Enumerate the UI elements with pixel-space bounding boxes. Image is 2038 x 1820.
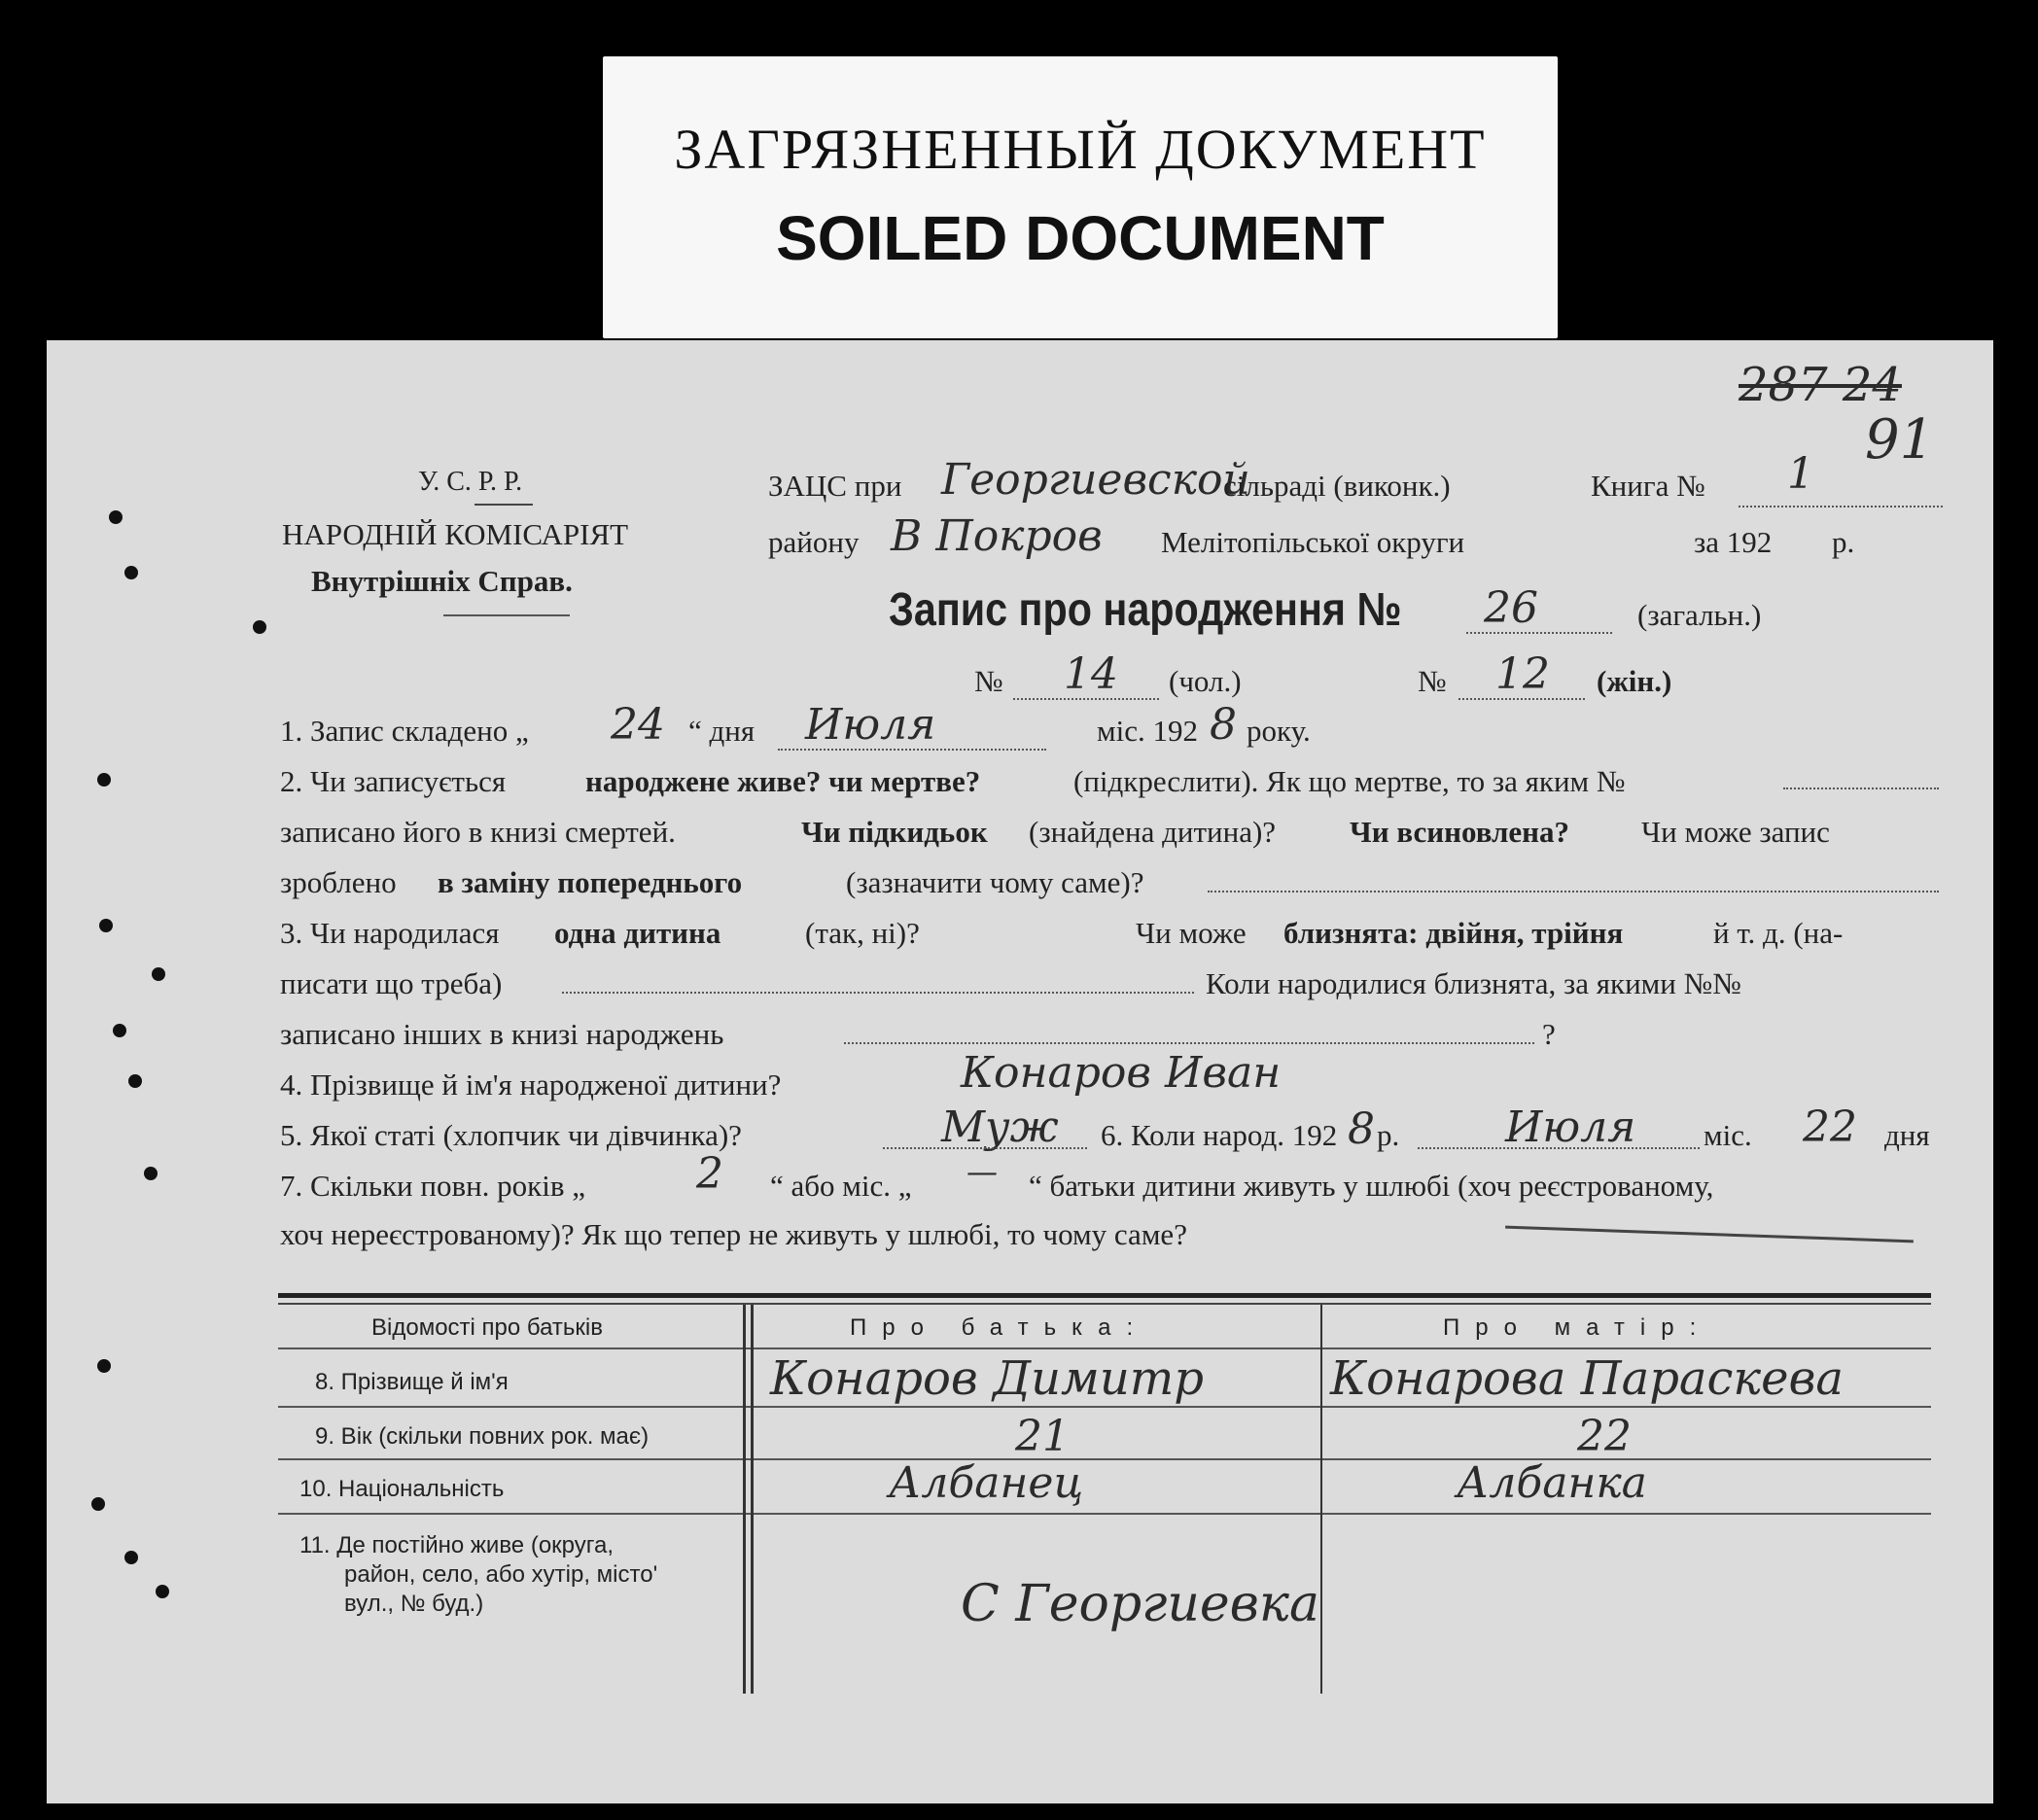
punch-hole <box>152 967 165 981</box>
state-abbr: У. С. Р. Р. <box>418 467 523 497</box>
q2-line3-c: (зазначити чому саме)? <box>846 865 1144 899</box>
fill-line <box>883 1147 1087 1149</box>
fill-line <box>1208 891 1939 892</box>
q6-text-b: р. <box>1377 1118 1400 1152</box>
divider <box>474 504 533 506</box>
q2-line2-d: Чи всиновлена? <box>1350 815 1570 849</box>
book-label: Книга № <box>1591 469 1705 503</box>
zags-suffix: сільраді (виконк.) <box>1223 469 1451 503</box>
year-suffix: р. <box>1832 525 1855 559</box>
punch-hole <box>253 620 266 634</box>
table-top-rule <box>278 1303 1931 1305</box>
female-count: 12 <box>1495 649 1550 699</box>
q6-text-d: дня <box>1884 1118 1930 1152</box>
q1-text-d: року. <box>1247 714 1311 748</box>
q4-text: 4. Прізвище й ім'я народженої дитини? <box>280 1068 782 1102</box>
father-age: 21 <box>1015 1412 1070 1461</box>
male-label: (чол.) <box>1169 664 1242 698</box>
soiled-document-label <box>603 56 1558 338</box>
q2-line2-c: (знайдена дитина)? <box>1029 815 1277 849</box>
q1-text-b: “ дня <box>688 714 755 748</box>
q7-line1-b: “ або міс. „ <box>770 1169 912 1203</box>
mother-age: 22 <box>1577 1412 1632 1461</box>
q5-text: 5. Якої статі (хлопчик чи дівчинка)? <box>280 1118 742 1152</box>
year-label: за 192 <box>1694 525 1773 559</box>
marriage-years: 2 <box>696 1149 723 1199</box>
q2-line2-b: Чи підкидьок <box>801 815 988 849</box>
punch-hole <box>144 1167 158 1180</box>
punch-hole <box>124 566 138 579</box>
punch-hole <box>128 1074 142 1088</box>
punch-hole <box>99 919 113 932</box>
book-value: 1 <box>1787 449 1814 499</box>
q3-line1-b: одна дитина <box>554 916 721 950</box>
row-label-name: 8. Прізвище й ім'я <box>315 1369 509 1395</box>
birth-year: 8 <box>1348 1104 1375 1154</box>
district-suffix: Мелітопільської округи <box>1161 525 1465 559</box>
q1-text-a: 1. Запис складено „ <box>280 714 529 748</box>
female-label: (жін.) <box>1597 664 1672 698</box>
label-russian: ЗАГРЯЗНЕННЫЙ ДОКУМЕНТ <box>674 118 1487 181</box>
q3-line3-b: ? <box>1542 1017 1556 1051</box>
q2-line2-a: записано його в книзі смертей. <box>280 815 676 849</box>
birth-day: 22 <box>1803 1102 1857 1152</box>
district-value: В Покров <box>891 511 1103 561</box>
q1-month: Июля <box>805 700 936 750</box>
row-label-residence: район, село, або хутір, місто' <box>344 1561 658 1588</box>
col-header-father: Про батька: <box>850 1314 1149 1341</box>
table-rule <box>278 1458 1931 1460</box>
fill-line <box>778 749 1046 751</box>
q3-line1-e: близнята: двійня, трійня <box>1283 916 1624 950</box>
q3-line1-a: 3. Чи народилася <box>280 916 500 950</box>
punch-hole <box>97 1359 111 1373</box>
father-name: Конаров Димитр <box>770 1351 1204 1406</box>
record-number: 26 <box>1484 583 1538 633</box>
q1-text-c: міс. 192 <box>1097 714 1198 748</box>
corner-number: 91 <box>1865 408 1935 472</box>
marriage-months: — <box>966 1153 998 1190</box>
label-english: SOILED DOCUMENT <box>776 203 1385 273</box>
male-prefix: № <box>974 664 1003 698</box>
q2-line1-b: народжене живе? чи мертве? <box>585 764 981 798</box>
district-prefix: району <box>768 525 860 559</box>
q1-year: 8 <box>1210 700 1237 750</box>
q3-line3-a: записано інших в книзі народжень <box>280 1017 724 1051</box>
fill-line <box>1739 506 1943 508</box>
commissariat-line2: Внутрішніх Справ. <box>311 564 573 598</box>
q3-line2-b: Коли народилися близнята, за якими №№ <box>1206 966 1741 1000</box>
q7-line1-c: “ батьки дитини живуть у шлюбі (хоч реєстрованому, <box>1029 1169 1714 1203</box>
row-label-nationality: 10. Національність <box>299 1476 505 1502</box>
punch-hole <box>156 1585 169 1598</box>
table-rule <box>278 1513 1931 1515</box>
dash-line <box>1505 1226 1914 1243</box>
q2-line2-e: Чи може запис <box>1641 815 1830 849</box>
zags-prefix: ЗАЦС при <box>768 469 902 503</box>
divider <box>443 614 570 616</box>
fill-line <box>1418 1147 1700 1149</box>
corner-number-crossed: 287 24 <box>1739 358 1902 412</box>
q1-day: 24 <box>611 700 665 750</box>
fill-line <box>1013 698 1159 700</box>
fill-line <box>1458 698 1585 700</box>
father-nationality: Албанец <box>889 1458 1084 1508</box>
birth-record-sheet <box>47 340 1993 1803</box>
child-name: Конаров Иван <box>961 1048 1282 1098</box>
punch-hole <box>113 1024 126 1037</box>
father-residence: С Георгиевка <box>961 1575 1319 1633</box>
q2-line3-a: зроблено <box>280 865 397 899</box>
q3-line2-a: писати що треба) <box>280 966 503 1000</box>
record-title: Запис про народження № <box>889 584 1402 636</box>
table-rule <box>278 1348 1931 1349</box>
q6-text-c: міс. <box>1704 1118 1752 1152</box>
table-rule <box>278 1406 1931 1408</box>
female-prefix: № <box>1418 664 1447 698</box>
q2-line3-b: в заміну попереднього <box>438 865 743 899</box>
q7-line2: хоч нереєстрованому)? Як що тепер не живуть у шлюбі, то чому саме? <box>280 1217 1187 1251</box>
punch-hole <box>124 1551 138 1564</box>
row-label-residence: 11. Де постійно живе (округа, <box>299 1532 614 1558</box>
q6-text-a: 6. Коли народ. 192 <box>1101 1118 1338 1152</box>
punch-hole <box>97 773 111 787</box>
fill-line <box>562 992 1194 994</box>
q3-line1-c: (так, ні)? <box>805 916 920 950</box>
q7-line1-a: 7. Скільки повн. років „ <box>280 1169 585 1203</box>
table-col-rule <box>1320 1305 1322 1694</box>
commissariat-line1: НАРОДНІЙ КОМІСАРІЯТ <box>282 517 629 551</box>
male-count: 14 <box>1064 649 1118 699</box>
fill-line <box>1783 788 1939 789</box>
punch-hole <box>91 1497 105 1511</box>
col-header-mother: Про матір: <box>1443 1314 1712 1341</box>
mother-nationality: Албанка <box>1457 1458 1647 1508</box>
punch-hole <box>109 510 123 524</box>
row-label-age: 9. Вік (скільки повних рок. має) <box>315 1423 650 1450</box>
q3-line1-d: Чи може <box>1136 916 1247 950</box>
q2-line1-c: (підкреслити). Як що мертве, то за яким № <box>1073 764 1626 798</box>
table-top-rule <box>278 1293 1931 1298</box>
birth-month: Июля <box>1505 1102 1636 1152</box>
mother-name: Конарова Параскева <box>1330 1351 1845 1406</box>
q3-line1-f: й т. д. (на- <box>1713 916 1844 950</box>
child-sex: Муж <box>941 1102 1059 1152</box>
table-col-rule <box>751 1305 754 1694</box>
col-header-info: Відомості про батьків <box>371 1314 603 1341</box>
table-col-rule <box>743 1305 746 1694</box>
row-label-residence: вул., № буд.) <box>344 1591 484 1617</box>
q2-line1-a: 2. Чи записується <box>280 764 507 798</box>
fill-line <box>844 1042 1534 1044</box>
zags-value: Георгиевской <box>941 455 1250 505</box>
fill-line <box>1466 632 1612 634</box>
total-label: (загальн.) <box>1637 598 1762 632</box>
